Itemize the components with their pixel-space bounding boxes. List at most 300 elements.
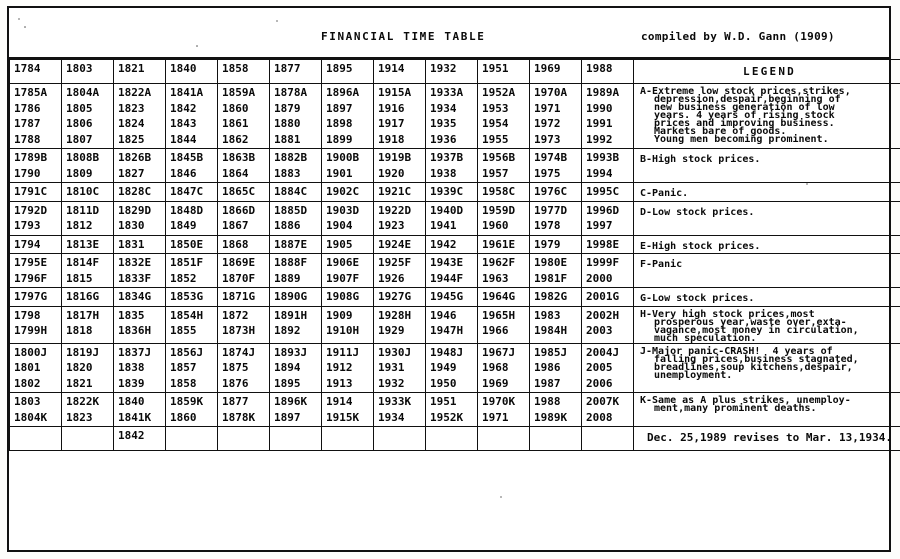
year-entry: 1998E: [586, 237, 620, 251]
year-entry: 1932: [378, 376, 405, 390]
legend-cell: [634, 235, 900, 254]
legend-line: Young men becoming prominent.: [654, 134, 829, 145]
year-entry: 1981F: [534, 271, 568, 285]
year-cell: [478, 254, 530, 288]
year-entry: 1934: [430, 101, 457, 115]
year-cell: [322, 343, 374, 393]
year-entry: 1901: [326, 166, 353, 180]
legend-line: D-Low stock prices.: [640, 206, 755, 218]
year-cell: [218, 427, 270, 451]
year-entry: 1963: [482, 271, 509, 285]
year-entry: 1812: [66, 219, 93, 232]
column-header-year: 1877: [274, 62, 301, 75]
year-entry: 1886: [274, 219, 301, 232]
year-cell: [530, 288, 582, 307]
year-cell: [582, 183, 634, 202]
year-cell: [374, 149, 426, 183]
year-entry: 1974B: [534, 151, 568, 164]
year-entry: 1968: [482, 361, 509, 374]
year-entry: 1801: [14, 361, 41, 374]
year-entry: 2006: [586, 376, 613, 390]
table-row: [10, 235, 900, 254]
year-entry: 1827: [118, 166, 145, 180]
year-entry: 1988: [534, 395, 561, 408]
year-cell: [10, 288, 62, 307]
year-entry: 1893J: [274, 345, 308, 359]
year-entry: 1942: [430, 237, 457, 251]
year-cell: [166, 393, 218, 427]
footer-note-text: Dec. 25,1989 revises to Mar. 13,1934.: [646, 431, 893, 444]
year-entry: 1929: [378, 324, 405, 337]
year-cell: [10, 84, 62, 149]
year-entry: 1925F: [378, 256, 412, 269]
column-header-cell: [166, 60, 218, 84]
column-header-year: 1932: [430, 62, 457, 75]
year-entry: 1916: [378, 101, 405, 115]
year-entry: 1821: [66, 376, 93, 390]
legend-cell: [634, 393, 900, 427]
year-entry: 1933K: [378, 395, 412, 408]
year-entry: 1897: [326, 101, 353, 115]
year-cell: [426, 235, 478, 254]
year-entry: 1991: [586, 117, 613, 130]
year-entry: 1989K: [534, 410, 568, 424]
year-entry: 1846: [170, 166, 197, 180]
column-header-cell: [582, 60, 634, 84]
year-entry: 1894: [274, 361, 301, 374]
year-entry: 1913: [326, 376, 353, 390]
year-cell: [478, 84, 530, 149]
year-entry: 1921C: [378, 185, 412, 198]
year-entry: 1868: [222, 237, 249, 251]
year-entry: 1869E: [222, 256, 256, 269]
year-cell: [62, 254, 114, 288]
year-entry: 1852: [170, 271, 197, 285]
year-cell: [166, 201, 218, 235]
year-entry: 1892: [274, 324, 301, 337]
year-entry: 1841K: [118, 410, 152, 424]
year-entry: 1939C: [430, 185, 464, 198]
year-entry: 1867: [222, 219, 249, 232]
legend-cell: [634, 149, 900, 183]
year-entry: 1967J: [482, 345, 516, 359]
year-cell: [114, 343, 166, 393]
column-header-cell: [62, 60, 114, 84]
year-cell: [10, 149, 62, 183]
legend-entry-d: [634, 202, 900, 219]
year-cell: [218, 306, 270, 343]
year-cell: [426, 149, 478, 183]
year-entry: 1889: [274, 271, 301, 285]
table-row: [10, 343, 900, 393]
year-cell: [374, 393, 426, 427]
year-entry: 1955: [482, 132, 509, 146]
year-entry: 1845B: [170, 151, 204, 164]
year-entry: 1984H: [534, 324, 568, 337]
year-cell: [10, 343, 62, 393]
year-cell: [62, 306, 114, 343]
legend-line: much speculation.: [654, 332, 757, 343]
legend-line: Markets bare of goods.: [654, 126, 787, 137]
year-entry: 1818: [66, 324, 93, 337]
legend-line: E-High stock prices.: [640, 240, 761, 252]
year-entry: 1896A: [326, 86, 360, 99]
year-entry: 1790: [14, 166, 41, 180]
year-cell: [426, 183, 478, 202]
year-cell: [426, 201, 478, 235]
year-entry: 1804K: [14, 410, 48, 424]
year-entry: 1844: [170, 132, 197, 146]
column-header-year: 1858: [222, 62, 249, 75]
year-entry: 1878K: [222, 410, 256, 424]
year-entry: 2003: [586, 324, 613, 337]
year-entry: 1979: [534, 237, 561, 251]
year-cell: [426, 84, 478, 149]
year-entry: 1970K: [482, 395, 516, 408]
year-entry: 1878A: [274, 86, 308, 99]
legend-entry-j: [634, 344, 900, 380]
year-cell: [270, 149, 322, 183]
year-entry: 1971: [482, 410, 509, 424]
scan-speckle: [276, 20, 278, 22]
legend-cell: [634, 201, 900, 235]
year-entry: 1952A: [482, 86, 516, 99]
year-entry: 1839: [118, 376, 145, 390]
year-cell: [114, 393, 166, 427]
year-entry: 1909: [326, 308, 353, 322]
year-cell: [166, 427, 218, 451]
year-entry: 1936: [430, 132, 457, 146]
financial-time-table-form: [7, 6, 891, 552]
year-entry: 1888F: [274, 256, 308, 269]
year-cell: [10, 254, 62, 288]
year-entry: 1951: [430, 395, 457, 408]
legend-line: K-Same as A plus strikes, unemploy-: [640, 395, 851, 406]
year-entry: 1849: [170, 219, 197, 232]
year-entry: 1843: [170, 117, 197, 130]
year-cell: [374, 84, 426, 149]
year-entry: 1861: [222, 117, 249, 130]
year-entry: 1938: [430, 166, 457, 180]
year-entry: 1874J: [222, 345, 256, 359]
year-entry: 1930J: [378, 345, 412, 359]
year-cell: [322, 149, 374, 183]
year-entry: 1822A: [118, 86, 152, 99]
year-cell: [62, 427, 114, 451]
legend-line: unemployment.: [654, 369, 733, 381]
year-entry: 1798: [14, 308, 41, 322]
year-entry: 1805: [66, 101, 93, 115]
year-cell: [582, 343, 634, 393]
year-cell: [62, 183, 114, 202]
year-entry: 1927G: [378, 290, 412, 303]
year-cell: [114, 84, 166, 149]
year-entry: 1800J: [14, 345, 48, 359]
year-entry: 1842: [170, 101, 197, 115]
year-cell: [10, 306, 62, 343]
year-entry: 1943E: [430, 256, 464, 269]
year-entry: 1985J: [534, 345, 568, 359]
year-cell: [530, 183, 582, 202]
year-entry: 1809: [66, 166, 93, 180]
year-entry: 1802: [14, 376, 41, 390]
legend-entry-k: [634, 393, 900, 413]
year-cell: [166, 183, 218, 202]
year-entry: 1793: [14, 219, 41, 232]
table-row: [10, 183, 900, 202]
year-cell: [582, 288, 634, 307]
year-entry: 1980E: [534, 256, 568, 269]
year-entry: 1949: [430, 361, 457, 374]
year-cell: [530, 149, 582, 183]
year-entry: 1850E: [170, 237, 204, 251]
year-entry: 1880: [274, 117, 301, 130]
column-header-cell: [530, 60, 582, 84]
year-entry: 1914: [326, 395, 353, 408]
scan-speckle: [196, 45, 198, 47]
year-cell: [270, 306, 322, 343]
year-cell: [166, 84, 218, 149]
year-entry: 1786: [14, 101, 41, 115]
year-entry: 1895: [274, 376, 301, 390]
year-entry: 1970A: [534, 86, 568, 99]
year-cell: [478, 235, 530, 254]
year-entry: 1875: [222, 361, 249, 374]
year-entry: 1978: [534, 219, 561, 232]
year-entry: 1859K: [170, 395, 204, 408]
year-cell: [426, 254, 478, 288]
year-cell: [270, 201, 322, 235]
legend-entry-c: [634, 183, 900, 200]
year-cell: [374, 183, 426, 202]
year-cell: [582, 149, 634, 183]
year-cell: [218, 201, 270, 235]
year-entry: 1819J: [66, 345, 100, 359]
legend-line: F-Panic: [640, 259, 683, 270]
year-cell: [530, 201, 582, 235]
year-cell: [374, 201, 426, 235]
year-entry: 1787: [14, 117, 41, 130]
legend-line: prosperous year,waste over,exta-: [654, 316, 847, 328]
year-entry: 1834G: [118, 290, 152, 303]
year-entry: 1915K: [326, 410, 360, 424]
year-entry: 1906E: [326, 256, 360, 269]
year-entry: 1820: [66, 361, 93, 374]
year-entry: 1814F: [66, 256, 100, 269]
year-cell: [10, 427, 62, 451]
year-cell: [62, 149, 114, 183]
year-entry: 1897: [274, 410, 301, 424]
year-cell: [114, 235, 166, 254]
column-header-cell: [270, 60, 322, 84]
year-entry: 1997: [586, 219, 613, 232]
legend-entry-b: [634, 149, 900, 166]
year-entry: 1995C: [586, 185, 620, 198]
page-title: FINANCIAL TIME TABLE: [321, 30, 486, 43]
scan-speckle: [18, 18, 20, 20]
year-entry: 1994: [586, 166, 613, 180]
legend-entry-g: [634, 288, 900, 305]
year-cell: [426, 393, 478, 427]
year-cell: [322, 183, 374, 202]
year-entry: 1789B: [14, 151, 48, 164]
year-entry: 1934: [378, 410, 405, 424]
year-entry: 1933A: [430, 86, 464, 99]
year-cell: [10, 201, 62, 235]
footer-row: [10, 427, 900, 451]
year-entry: 1794: [14, 237, 41, 251]
year-cell: [166, 235, 218, 254]
year-entry: 1890G: [274, 290, 308, 303]
year-entry: 1797G: [14, 290, 48, 303]
year-cell: [478, 183, 530, 202]
table-row: [10, 201, 900, 235]
year-cell: [374, 288, 426, 307]
column-header-cell: [114, 60, 166, 84]
year-cell: [10, 235, 62, 254]
year-cell: [218, 183, 270, 202]
year-entry: 1858: [170, 376, 197, 390]
year-cell: [114, 149, 166, 183]
legend-line: B-High stock prices.: [640, 154, 761, 165]
year-entry: 1957: [482, 166, 509, 180]
year-cell: [582, 84, 634, 149]
year-cell: [478, 393, 530, 427]
legend-entry-f: [634, 254, 900, 271]
column-header-year: 1821: [118, 62, 145, 75]
year-entry: 1993B: [586, 151, 620, 164]
year-entry: 1960: [482, 219, 509, 232]
year-entry: 1829D: [118, 203, 152, 217]
year-cell: [270, 254, 322, 288]
legend-entry-e: [634, 236, 900, 253]
year-entry: 1882B: [274, 151, 308, 164]
year-entry: 1866D: [222, 203, 256, 217]
year-entry: 1941: [430, 219, 457, 232]
year-entry: 1964G: [482, 290, 516, 303]
year-cell: [218, 343, 270, 393]
year-entry: 1876: [222, 376, 249, 390]
year-cell: [218, 254, 270, 288]
year-cell: [114, 183, 166, 202]
year-cell: [62, 343, 114, 393]
table-header-row: [10, 60, 900, 84]
year-cell: [62, 393, 114, 427]
year-cell: [374, 235, 426, 254]
year-cell: [270, 235, 322, 254]
year-entry: 1835: [118, 308, 145, 322]
year-cell: [322, 84, 374, 149]
year-cell: [530, 306, 582, 343]
year-cell: [322, 254, 374, 288]
year-cell: [270, 288, 322, 307]
legend-line: breadlines,soup kitchens,despair,: [654, 361, 853, 373]
year-entry: 1996D: [586, 203, 620, 217]
year-cell: [270, 84, 322, 149]
year-entry: 1811D: [66, 203, 100, 217]
year-cell: [114, 254, 166, 288]
legend-entry-a: [634, 84, 900, 144]
year-cell: [322, 427, 374, 451]
year-entry: 1982G: [534, 290, 568, 303]
legend-entry-h: [634, 307, 900, 343]
year-cell: [218, 149, 270, 183]
legend-column-header-label: LEGEND: [743, 65, 796, 78]
year-entry: 1919B: [378, 151, 412, 164]
year-entry: 1870F: [222, 271, 256, 285]
year-cell: [270, 343, 322, 393]
year-entry: 1833F: [118, 271, 152, 285]
year-entry: 1948J: [430, 345, 464, 359]
year-entry: 1842: [118, 429, 145, 442]
year-entry: 1990: [586, 101, 613, 115]
year-entry: 1788: [14, 132, 41, 146]
column-header-year: 1895: [326, 62, 353, 75]
year-cell: [478, 149, 530, 183]
year-entry: 1987: [534, 376, 561, 390]
year-entry: 1953: [482, 101, 509, 115]
year-entry: 1915A: [378, 86, 412, 99]
year-entry: 1824: [118, 117, 145, 130]
year-entry: 1945G: [430, 290, 464, 303]
year-entry: 1971: [534, 101, 561, 115]
column-header-year: 1951: [482, 62, 509, 75]
column-header-cell: [374, 60, 426, 84]
year-entry: 1859A: [222, 86, 256, 99]
year-entry: 1828C: [118, 185, 152, 198]
legend-column-header-cell: [634, 60, 900, 84]
year-cell: [62, 235, 114, 254]
legend-line: G-Low stock prices.: [640, 293, 755, 304]
year-entry: 1825: [118, 132, 145, 146]
year-entry: 1838: [118, 361, 145, 374]
year-entry: 1900B: [326, 151, 360, 164]
year-entry: 1973: [534, 132, 561, 146]
year-entry: 1857: [170, 361, 197, 374]
year-cell: [478, 427, 530, 451]
year-entry: 1907F: [326, 271, 360, 285]
year-entry: 1862: [222, 132, 249, 146]
table-row: [10, 84, 900, 149]
footer-note-cell: [634, 427, 900, 451]
year-entry: 1791C: [14, 185, 48, 198]
column-header-year: 1840: [170, 62, 197, 75]
year-entry: 1946: [430, 308, 457, 322]
year-entry: 1917: [378, 117, 405, 130]
year-entry: 1905: [326, 237, 353, 251]
year-entry: 1940D: [430, 203, 464, 217]
year-entry: 1975: [534, 166, 561, 180]
year-entry: 1989A: [586, 86, 620, 99]
year-entry: 2008: [586, 410, 613, 424]
year-entry: 1959D: [482, 203, 516, 217]
year-cell: [478, 343, 530, 393]
year-entry: 1823: [118, 101, 145, 115]
year-entry: 1799H: [14, 324, 48, 337]
year-entry: 1950: [430, 376, 457, 390]
year-entry: 2000: [586, 271, 613, 285]
table-row: [10, 393, 900, 427]
year-entry: 1926: [378, 271, 405, 285]
year-cell: [478, 288, 530, 307]
legend-line: prices and improving business.: [654, 118, 835, 129]
year-entry: 1872: [222, 308, 249, 322]
legend-line: depression,despair,beginning of: [654, 94, 841, 105]
year-cell: [530, 427, 582, 451]
year-entry: 1896K: [274, 395, 308, 408]
year-entry: 1832E: [118, 256, 152, 269]
legend-line: C-Panic.: [640, 188, 689, 199]
